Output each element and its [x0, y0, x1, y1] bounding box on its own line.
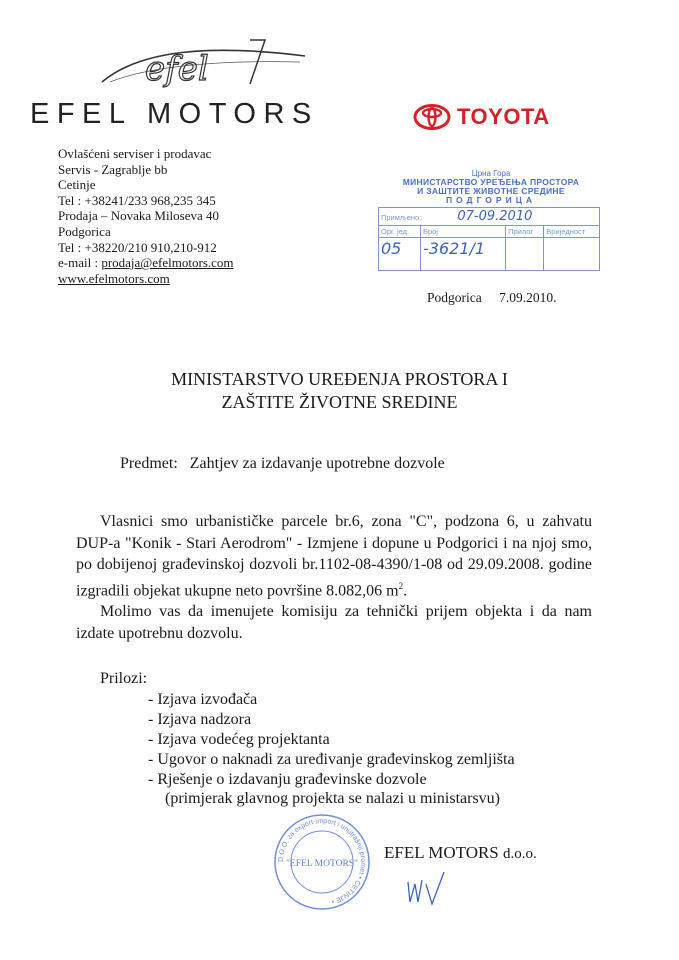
list-item: - Izjava izvođača — [148, 691, 258, 708]
body-paragraph: Molimo vas da imenujete komisiju za tehnički prijem objekta i da nam izdate upotrebnu dozvolu. — [76, 603, 592, 642]
email-label: e-mail : — [58, 255, 102, 271]
body-paragraph — [76, 511, 592, 601]
list-item: - Ugovor o naknadi za uređivanje građevinskog zemljišta — [148, 751, 515, 768]
superscript: 2 — [398, 580, 404, 591]
col-value: Вриједност — [544, 226, 600, 238]
company-seal — [272, 812, 372, 912]
email-link[interactable]: prodaja@efelmotors.com — [101, 255, 234, 271]
date-value: 7.09.2010. — [499, 290, 557, 305]
website-link[interactable]: www.efelmotors.com — [58, 270, 170, 286]
company-address — [58, 146, 234, 286]
stamp-ministry: МИНИСТАРСТВО УРЕЂЕЊА ПРОСТОРА — [402, 177, 580, 187]
company-suffix: d.o.o. — [503, 846, 537, 862]
list-item: - Rješenje o izdavanju građevinske dozvole — [148, 771, 427, 788]
svg-text:efel: efel — [145, 49, 209, 89]
stamp-table — [378, 207, 600, 271]
received-stamp — [378, 169, 604, 271]
list-item: - Izjava vodećeg projektanta — [148, 731, 330, 748]
subject-line — [120, 455, 445, 473]
toyota-wordmark: TOYOTA — [457, 104, 550, 129]
number-value: -3621/1 — [423, 239, 486, 258]
address-line: Podgorica — [58, 223, 111, 239]
address-line: Ovlašćeni serviser i prodavac — [58, 146, 212, 161]
toyota-emblem-icon — [413, 104, 451, 130]
date-place: Podgorica — [427, 290, 482, 305]
recipient-line: MINISTARSTVO UREĐENJA PROSTORA I — [171, 369, 508, 389]
subject-text: Zahtjev za izdavanje upotrebne dozvole — [189, 455, 445, 472]
stamp-city: ПОДГОРИЦА — [445, 195, 537, 205]
col-attachment: Прилог — [506, 226, 544, 238]
handwritten-signature — [400, 860, 460, 910]
stamp-ministry-2: И ЗАШТИТЕ ЖИВОТНЕ СРЕДИНЕ — [417, 186, 565, 196]
paragraph-end: . — [403, 581, 408, 599]
received-date: 07-09.2010 — [457, 209, 533, 224]
address-line: Prodaja – Novaka Miloseva 40 — [58, 208, 220, 224]
date-line — [427, 290, 557, 306]
brand-name: EFEL MOTORS — [30, 98, 319, 130]
address-line: Tel : +38241/233 968,235 345 — [58, 192, 216, 208]
seal-ring-text: D.O.O. za export-import i unutrašnji promet • CETINJE • — [277, 817, 367, 905]
address-line: Tel : +38220/210 910,210-912 — [58, 239, 217, 255]
col-unit: Орг. јед. — [379, 226, 421, 238]
address-line: Servis - Zagrablje bb — [58, 161, 168, 177]
toyota-logo — [413, 104, 550, 130]
received-label: Примљено: — [381, 213, 422, 222]
recipient — [0, 368, 679, 414]
subject-label: Predmet: — [120, 455, 178, 472]
col-number: Број — [421, 226, 506, 238]
list-item: - Izjava nadzora — [148, 711, 252, 728]
unit-value: 05 — [381, 239, 402, 258]
company-name: EFEL MOTORS — [384, 843, 499, 862]
email-line — [58, 255, 234, 271]
address-line: Cetinje — [58, 177, 96, 193]
recipient-line: ZAŠTITE ŽIVOTNE SREDINE — [221, 392, 458, 412]
seal-center-text: "EFEL MOTORS" — [286, 859, 358, 869]
paragraph-text: Vlasnici smo urbanističke parcele br.6, zona "C", podzona 6, u zahvatu DUP-a "Konik - Stari Aerodrom" - Izmjene i dopune u Podgorici i na njoj smo, po dobijenoj građevinskoj dozvoli br.1102-08-4390/1-08 od 29.09.2008. godine izgradili objekat ukupne neto površine 8.082,06 m — [76, 513, 592, 599]
attachments-list — [148, 690, 515, 790]
stamp-country: Црна Гора — [471, 169, 511, 178]
efel-script-logo — [100, 38, 310, 96]
attachments-label: Prilozi: — [100, 670, 148, 687]
attachments-note: (primjerak glavnog projekta se nalazi u ministarsvu) — [165, 790, 501, 807]
